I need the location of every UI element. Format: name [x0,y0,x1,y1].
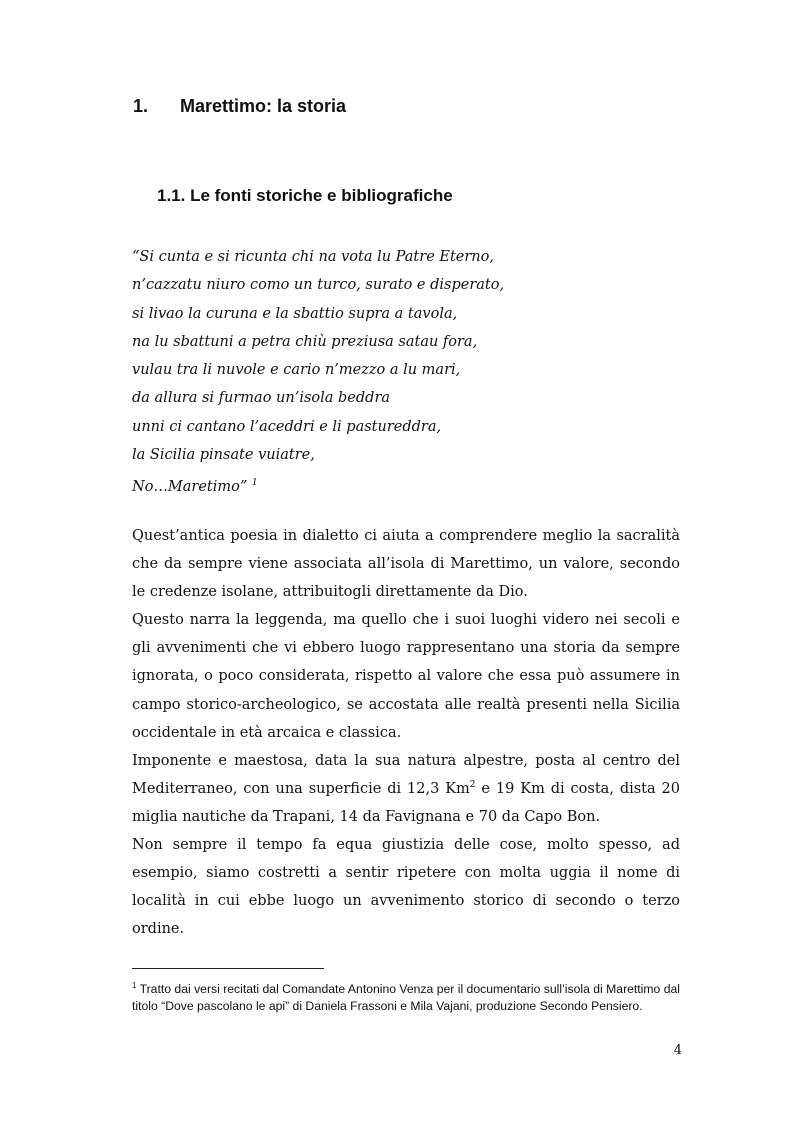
chapter-title: Marettimo: la storia [180,96,347,116]
paragraph: Quest’antica poesia in dialetto ci aiuta a comprendere meglio la sacralità che da sempre viene associata all’isola di Marettimo, un valore, secondo le credenze isolane, attribuitogli direttamente da Dio. [132,528,680,601]
footnote-reference[interactable]: 1 [251,478,258,489]
paragraph: Non sempre il tempo fa equa giustizia delle cose, molto spesso, ad esempio, siamo costretti a sentir ripetere con molta uggia il nome di località in cui ebbe luogo un avvenimento storico di secondo o terzo ordine. [132,837,680,938]
superscript: 2 [469,780,476,791]
footnote-text: Tratto dai versi recitati dal Comandate Antonino Venza per il documentario sull’isola di Marettimo dal titolo “Dove pascolano le api” di Daniela Frassoni e Mila Vajani, produzione Secondo Pensiero. [132,982,680,1014]
poem-line: No…Maretimo” [132,479,252,496]
paragraph: Questo narra la leggenda, ma quello che i suoi luoghi videro nei secoli e gli avvenimenti che vi ebbero luogo rappresentano una storia da sempre ignorata, o poco considerata, rispetto al valore che essa può assumere in campo storico-archeologico, se accostata alle realtà presenti nella Sicilia occidentale in età arcaica e classica. [132,612,680,741]
chapter-heading [133,96,346,117]
poem-line: n’cazzatu niuro como un turco, surato e disperato, [132,277,505,294]
poem-last-line [132,469,692,497]
section-heading: 1.1. Le fonti storiche e bibliografiche [157,186,453,205]
poem-block [132,243,692,498]
poem-line: unni ci cantano l’aceddri e li pastureddra, [132,418,442,435]
paragraph [132,747,680,831]
paragraph-text: Imponente e maestosa, data la sua natura alpestre, posta al centro del Mediterraneo, con una superficie di 12,3 Km [132,752,680,797]
page-number: 4 [673,1043,682,1058]
poem-line: la Sicilia pinsate vuiatre, [132,447,315,464]
poem-line: si livao la curuna e la sbattio supra a tavola, [132,305,458,322]
poem-line: vulau tra li nuvole e cario n’mezzo a lu mari, [132,362,461,379]
poem-line: na lu sbattuni a petra chiù preziusa satau fora, [132,333,478,350]
poem-line: da allura si furmao un’isola beddra [132,390,391,407]
chapter-number: 1. [133,96,149,116]
poem-line: “Si cunta e si ricunta chi na vota lu Patre Eterno, [132,249,494,265]
footnote [132,977,680,1016]
paragraph-text: e 19 Km di costa, dista 20 miglia nautiche da Trapani, 14 da Favignana e 70 da Capo Bon. [132,780,681,825]
footnote-number: 1 [132,981,137,990]
footnote-separator [132,968,324,969]
body-text [132,522,680,943]
